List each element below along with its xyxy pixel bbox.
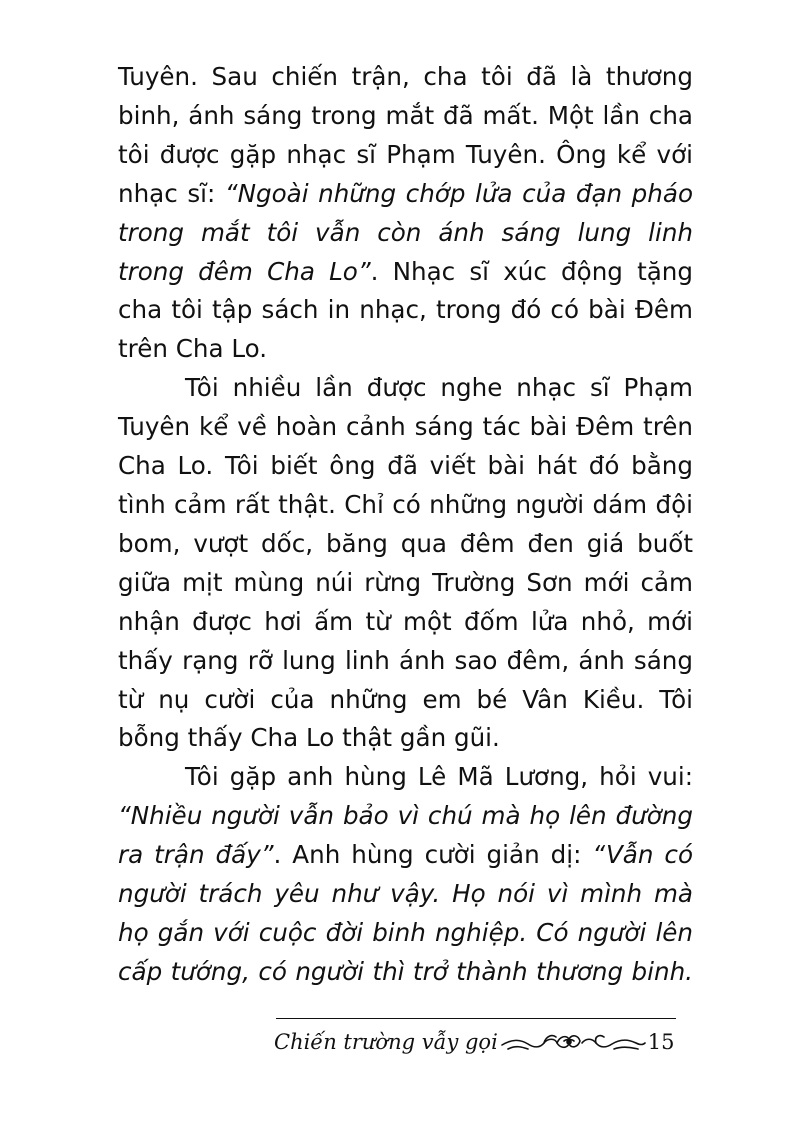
page-number: 15: [647, 1030, 675, 1054]
scroll-flourish-icon: [500, 1030, 646, 1054]
paragraph-3-text-b: . Anh hùng cười giản dị:: [273, 840, 593, 870]
paragraph-3-quote-2: “Vẫn có người trách yêu như vậy. Họ nói vì mình mà họ gắn với cuộc đời binh nghiệp. Có người lên cấp tướng, có người thì trở thành thương binh.: [118, 840, 693, 986]
footer-rule: [276, 1018, 676, 1019]
page-footer: [274, 1022, 684, 1062]
paragraph-1-text-a: Tuyên. Sau chiến trận, cha tôi đã là thương binh, ánh sáng trong mắt đã mất. Một lần cha tôi được gặp nhạc sĩ Phạm Tuyên. Ông kể với nhạc sĩ:: [118, 62, 693, 208]
paragraph-3-text-a: Tôi gặp anh hùng Lê Mã Lương, hỏi vui:: [185, 762, 693, 792]
paragraph-3-quote-1: “Nhiều người vẫn bảo vì chú mà họ lên đường ra trận đấy”: [118, 801, 693, 870]
paragraph-3: [118, 758, 693, 991]
paragraph-1-text-b: . Nhạc sĩ xúc động tặng cha tôi tập sách in nhạc, trong đó có bài Đêm trên Cha Lo.: [118, 256, 694, 364]
paragraph-1-quote: “Ngoài những chớp lửa của đạn pháo trong mắt tôi vẫn còn ánh sáng lung linh trong đêm Cha Lo”: [118, 178, 693, 286]
page-body: [118, 58, 693, 992]
paragraph-1: [118, 58, 693, 369]
running-title: Chiến trường vẫy gọi: [274, 1030, 498, 1054]
paragraph-2: Tôi nhiều lần được nghe nhạc sĩ Phạm Tuyên kể về hoàn cảnh sáng tác bài Đêm trên Cha Lo. Tôi biết ông đã viết bài hát đó bằng tình cảm rất thật. Chỉ có những người dám đội bom, vượt dốc, băng qua đêm đen giá buốt giữa mịt mùng núi rừng Trường Sơn mới cảm nhận được hơi ấm từ một đốm lửa nhỏ, mới thấy rạng rỡ lung linh ánh sao đêm, ánh sáng từ nụ cười của những em bé Vân Kiều. Tôi bỗng thấy Cha Lo thật gần gũi.: [118, 373, 693, 753]
